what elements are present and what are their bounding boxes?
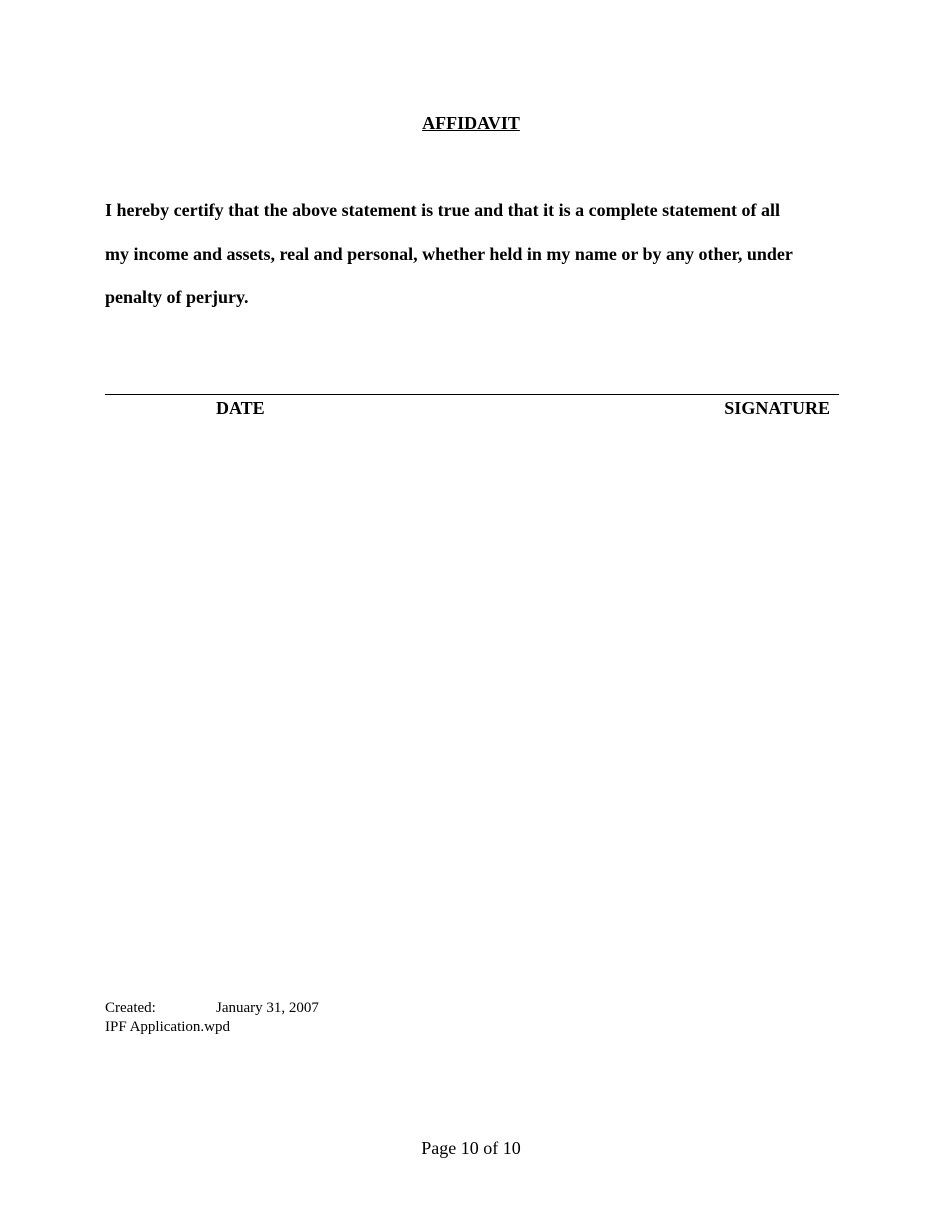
affidavit-title: AFFIDAVIT — [422, 113, 520, 133]
signature-line — [105, 394, 839, 395]
statement-line: my income and assets, real and personal, whether held in my name or by any other, under — [105, 243, 793, 264]
signature-label: SIGNATURE — [724, 398, 830, 418]
document-metadata — [105, 999, 319, 1037]
filename: IPF Application.wpd — [105, 1019, 231, 1035]
affidavit-statement — [105, 199, 845, 330]
created-row — [105, 999, 319, 1018]
page-number: Page 10 of 10 — [421, 1138, 521, 1158]
statement-line: penalty of perjury. — [105, 287, 249, 307]
statement-line: I hereby certify that the above statement is true and that it is a complete statement of all — [105, 200, 781, 220]
created-date: January 31, 2007 — [216, 1000, 319, 1016]
created-label: Created: — [105, 1000, 156, 1016]
date-label: DATE — [216, 398, 265, 418]
